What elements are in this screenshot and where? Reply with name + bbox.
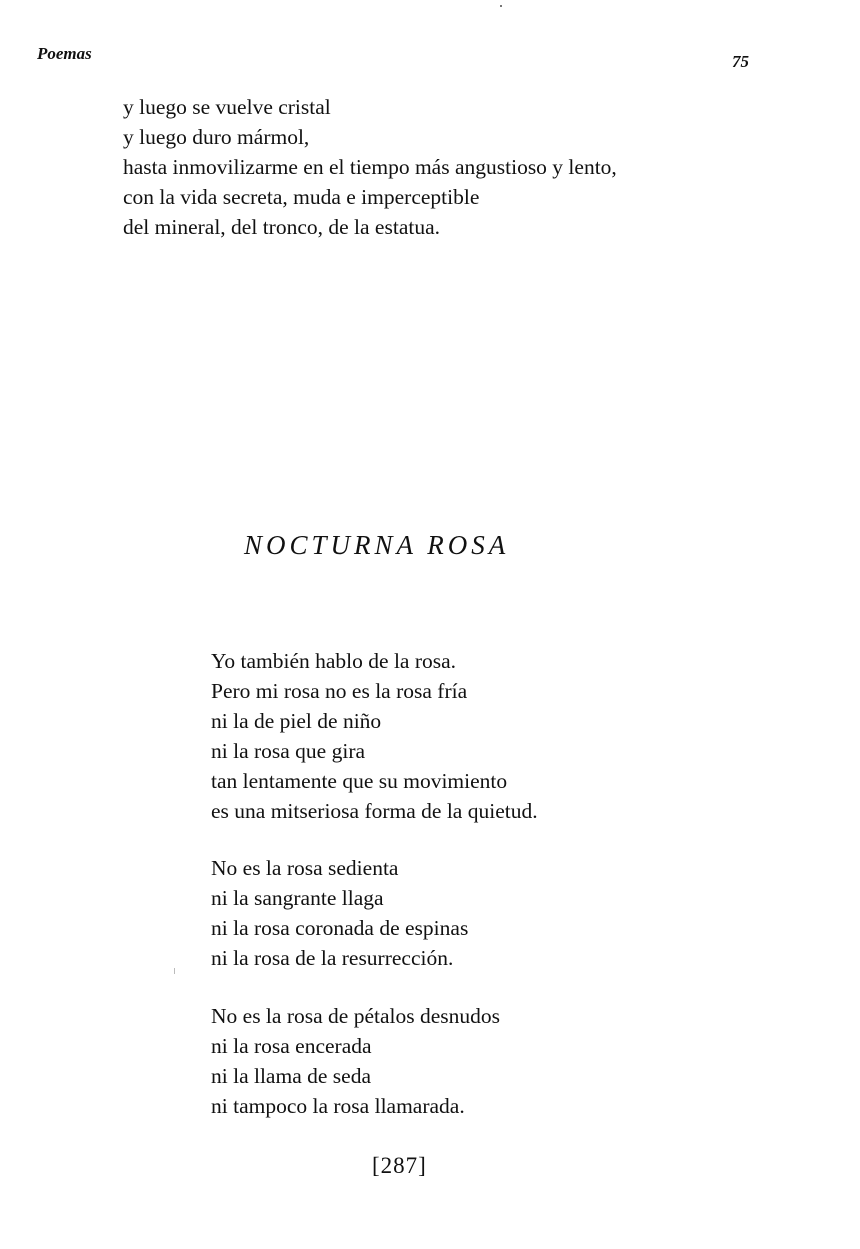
verse-line: del mineral, del tronco, de la estatua. — [123, 215, 440, 239]
verse-line: ni la rosa encerada — [211, 1034, 372, 1058]
verse-line: Yo también hablo de la rosa. — [211, 649, 457, 673]
verse-line: y luego se vuelve cristal — [123, 95, 331, 119]
poem-title: NOCTURNA ROSA — [244, 530, 510, 560]
running-head: Poemas — [37, 44, 92, 63]
verse-line: ni la sangrante llaga — [211, 886, 384, 910]
stanza — [211, 1001, 500, 1121]
verse-line: ni la rosa de la resurrección. — [211, 946, 454, 970]
verse-line: No es la rosa de pétalos desnudos — [211, 1004, 500, 1028]
previous-poem-ending — [123, 92, 617, 242]
verse-line: No es la rosa sedienta — [211, 856, 399, 880]
scan-speck — [500, 5, 502, 7]
folio-number: [287] — [372, 1153, 427, 1178]
verse-line: tan lentamente que su movimiento — [211, 769, 508, 793]
stanza — [211, 853, 468, 973]
verse-line: ni la de piel de niño — [211, 709, 382, 733]
verse-line: Pero mi rosa no es la rosa fría — [211, 679, 468, 703]
verse-line: ni la llama de seda — [211, 1064, 371, 1088]
verse-line: hasta inmovilizarme en el tiempo más angustioso y lento, — [123, 155, 617, 179]
page-number: 75 — [732, 52, 749, 71]
verse-line: ni la rosa que gira — [211, 739, 366, 763]
stanza — [211, 646, 538, 826]
verse-line: y luego duro mármol, — [123, 125, 310, 149]
scan-speck — [174, 968, 175, 974]
verse-line: con la vida secreta, muda e imperceptible — [123, 185, 480, 209]
verse-line: es una mitseriosa forma de la quietud. — [211, 799, 538, 823]
verse-line: ni tampoco la rosa llamarada. — [211, 1094, 465, 1118]
verse-line: ni la rosa coronada de espinas — [211, 916, 469, 940]
